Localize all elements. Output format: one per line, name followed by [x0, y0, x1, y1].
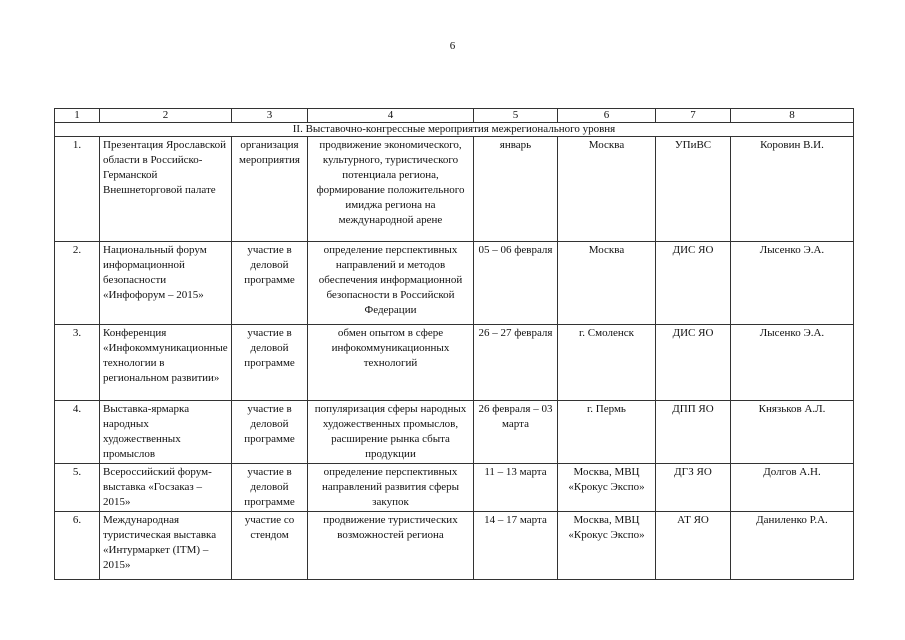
event-date: 11 – 13 марта: [474, 464, 558, 512]
column-number: 1: [55, 109, 100, 123]
column-number: 3: [232, 109, 308, 123]
responsible-person: Даниленко Р.А.: [731, 512, 854, 580]
table-row: [55, 137, 854, 242]
table-row: [55, 242, 854, 325]
responsible-person: Долгов А.Н.: [731, 464, 854, 512]
table-row: [55, 401, 854, 464]
event-goal: определение перспективных направлений развития сферы закупок: [308, 464, 474, 512]
table-row: [55, 325, 854, 401]
row-number: 5.: [55, 464, 100, 512]
event-place: г. Смоленск: [558, 325, 656, 401]
participation-form: участие со стендом: [232, 512, 308, 580]
event-place: Москва, МВЦ «Крокус Экспо»: [558, 464, 656, 512]
participation-form: организация мероприятия: [232, 137, 308, 242]
section-title: II. Выставочно-конгрессные мероприятия межрегионального уровня: [55, 123, 854, 137]
column-number: 4: [308, 109, 474, 123]
responsible-org: АТ ЯО: [656, 512, 731, 580]
event-goal: продвижение туристических возможностей региона: [308, 512, 474, 580]
event-name: Презентация Ярославской области в Российско-Германской Внешнеторговой палате: [100, 137, 232, 242]
page-number: 6: [449, 40, 456, 52]
event-name: Международная туристическая выставка «Интурмаркет (ITM) – 2015»: [100, 512, 232, 580]
responsible-org: ДИС ЯО: [656, 242, 731, 325]
responsible-org: ДИС ЯО: [656, 325, 731, 401]
responsible-org: ДПП ЯО: [656, 401, 731, 464]
event-name: Конференция «Инфокоммуникационные технологии в региональном развитии»: [100, 325, 232, 401]
row-number: 1.: [55, 137, 100, 242]
event-date: 14 – 17 марта: [474, 512, 558, 580]
event-name: Национальный форум информационной безопасности «Инфофорум – 2015»: [100, 242, 232, 325]
column-number: 7: [656, 109, 731, 123]
responsible-person: Лысенко Э.А.: [731, 242, 854, 325]
event-date: 26 – 27 февраля: [474, 325, 558, 401]
event-date: январь: [474, 137, 558, 242]
column-number: 5: [474, 109, 558, 123]
event-name: Выставка-ярмарка народных художественных промыслов: [100, 401, 232, 464]
event-date: 26 февраля – 03 марта: [474, 401, 558, 464]
section-row: [55, 123, 854, 137]
event-goal: обмен опытом в сфере инфокоммуникационных технологий: [308, 325, 474, 401]
column-number-row: [55, 109, 854, 123]
column-number: 8: [731, 109, 854, 123]
participation-form: участие в деловой программе: [232, 325, 308, 401]
event-goal: популяризация сферы народных художественных промыслов, расширение рынка сбыта продукции: [308, 401, 474, 464]
events-table: [54, 108, 854, 580]
participation-form: участие в деловой программе: [232, 401, 308, 464]
column-number: 6: [558, 109, 656, 123]
participation-form: участие в деловой программе: [232, 464, 308, 512]
event-goal: продвижение экономического, культурного, туристического потенциала региона, формирование положительного имиджа региона на международной арене: [308, 137, 474, 242]
responsible-org: ДГЗ ЯО: [656, 464, 731, 512]
responsible-person: Коровин В.И.: [731, 137, 854, 242]
event-place: г. Пермь: [558, 401, 656, 464]
event-date: 05 – 06 февраля: [474, 242, 558, 325]
row-number: 6.: [55, 512, 100, 580]
participation-form: участие в деловой программе: [232, 242, 308, 325]
event-goal: определение перспективных направлений и методов обеспечения информационной безопасности в Российской Федерации: [308, 242, 474, 325]
event-place: Москва: [558, 137, 656, 242]
event-place: Москва, МВЦ «Крокус Экспо»: [558, 512, 656, 580]
responsible-org: УПиВС: [656, 137, 731, 242]
row-number: 3.: [55, 325, 100, 401]
row-number: 4.: [55, 401, 100, 464]
event-place: Москва: [558, 242, 656, 325]
column-number: 2: [100, 109, 232, 123]
table-row: [55, 512, 854, 580]
table-row: [55, 464, 854, 512]
responsible-person: Князьков А.Л.: [731, 401, 854, 464]
responsible-person: Лысенко Э.А.: [731, 325, 854, 401]
event-name: Всероссийский форум-выставка «Госзаказ – 2015»: [100, 464, 232, 512]
row-number: 2.: [55, 242, 100, 325]
